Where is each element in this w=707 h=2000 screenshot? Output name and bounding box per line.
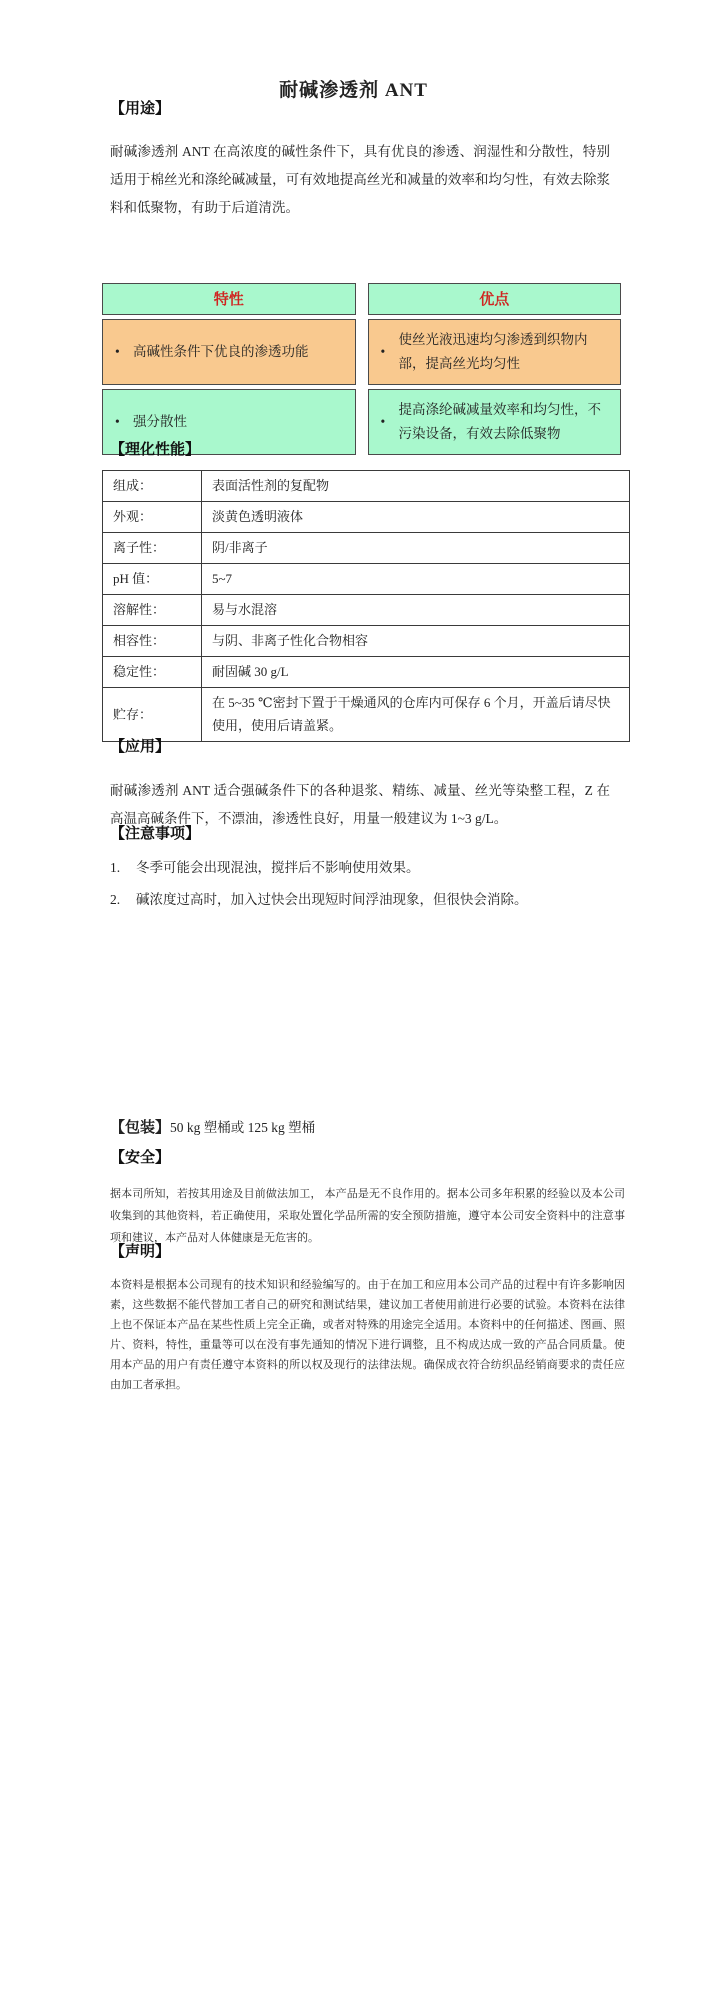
property-value: 5~7 — [202, 564, 630, 595]
statement-paragraph: 本资料是根据本公司现有的技术知识和经验编写的。由于在加工和应用本公司产品的过程中有许多影响因素，这些数据不能代替加工者自己的研究和测试结果，建议加工者使用前进行必要的试验。本资料在法律上也不保证本产品在某些性质上完全正确，或者对特殊的用途完全适用。本资料中的任何描述、图画、照片、资料，特性，重量等可以在没有事先通知的情况下进行调整，且不构成达成一致的产品合同质量。使用本产品的用户有责任遵守本资料的所以权及现行的法律法规。确保成衣符合纺织品经销商要求的责任应由加工者承担。 — [110, 1279, 625, 1391]
feature-cell: 高碱性条件下优良的渗透功能 — [133, 344, 309, 359]
property-label: pH 值： — [103, 564, 202, 595]
property-value: 阴/非离子 — [202, 533, 630, 564]
properties-table — [102, 470, 630, 742]
section-heading-packaging: 【包装】 — [110, 1120, 171, 1136]
list-item — [110, 852, 615, 884]
section-heading-statement: 【声明】 — [110, 1244, 171, 1260]
property-label: 离子性： — [103, 533, 202, 564]
section-heading-safety: 【安全】 — [110, 1150, 171, 1166]
table-row — [103, 471, 630, 502]
advantages-column-header: 优点 — [368, 283, 622, 315]
section-heading-application: 【应用】 — [110, 739, 171, 755]
features-column-header: 特性 — [102, 283, 356, 315]
application-paragraph: 耐碱渗透剂 ANT 适合强碱条件下的各种退浆、精练、减量、丝光等染整工程，Z 在高温高碱条件下，不漂油，渗透性良好，用量一般建议为 1~3 g/L。 — [110, 782, 610, 826]
safety-paragraph: 据本司所知，若按其用途及目前做法加工， 本产品是无不良作用的。据本公司多年积累的经验以及本公司收集到的其他资料，若正确使用，采取处置化学品所需的安全预防措施，遵守本公司安全资料中的注意事项和建议，本产品对人体健康是无危害的。 — [110, 1188, 625, 1244]
property-label: 贮存： — [103, 688, 202, 742]
table-row — [368, 319, 622, 385]
table-row — [103, 688, 630, 742]
property-label: 相容性： — [103, 626, 202, 657]
table-row — [103, 564, 630, 595]
list-item-number: 2. — [110, 892, 121, 907]
property-value: 易与水混溶 — [202, 595, 630, 626]
list-item-number: 1. — [110, 860, 121, 875]
property-label: 稳定性： — [103, 657, 202, 688]
section-heading-properties: 【理化性能】 — [110, 442, 201, 458]
property-value: 表面活性剂的复配物 — [202, 471, 630, 502]
property-label: 溶解性： — [103, 595, 202, 626]
table-row — [103, 626, 630, 657]
bullet-icon: • — [115, 414, 120, 429]
bullet-icon: • — [380, 344, 386, 359]
property-value: 在 5~35 ℃密封下置于干燥通风的仓库内可保存 6 个月，开盖后请尽快使用，使用后请盖紧。 — [202, 688, 630, 742]
packaging-line — [110, 1116, 630, 1137]
table-row — [103, 595, 630, 626]
usage-paragraph: 耐碱渗透剂 ANT 在高浓度的碱性条件下，具有优良的渗透、润湿性和分散性，特别适用于棉丝光和涤纶碱减量，可有效地提高丝光和减量的效率和均匀性，有效去除浆料和低聚物，有助于后道清洗。 — [110, 143, 610, 215]
feature-cell: 强分散性 — [133, 414, 187, 429]
property-value: 淡黄色透明液体 — [202, 502, 630, 533]
table-row — [103, 533, 630, 564]
property-value: 耐固碱 30 g/L — [202, 657, 630, 688]
page-title: 耐碱渗透剂 ANT — [279, 79, 428, 101]
list-item-text: 冬季可能会出现混浊，搅拌后不影响使用效果。 — [136, 860, 420, 875]
section-heading-precautions: 【注意事项】 — [110, 826, 201, 842]
property-value: 与阴、非离子性化合物相容 — [202, 626, 630, 657]
section-heading-usage: 【用途】 — [110, 101, 171, 117]
list-item — [110, 884, 615, 916]
table-row — [103, 502, 630, 533]
precautions-list — [110, 852, 615, 916]
list-item-text: 碱浓度过高时，加入过快会出现短时间浮油现象，但很快会消除。 — [136, 892, 528, 907]
features-advantages-table — [102, 283, 621, 455]
advantage-cell: 提高涤纶碱减量效率和均匀性，不污染设备，有效去除低聚物 — [398, 402, 601, 441]
bullet-icon: • — [115, 344, 120, 359]
property-label: 组成： — [103, 471, 202, 502]
bullet-icon: • — [380, 414, 386, 429]
packaging-text: 50 kg 塑桶或 125 kg 塑桶 — [170, 1120, 316, 1135]
property-label: 外观： — [103, 502, 202, 533]
advantage-cell: 使丝光液迅速均匀渗透到织物内部，提高丝光均匀性 — [398, 332, 588, 371]
table-row — [103, 657, 630, 688]
table-row — [102, 319, 356, 385]
